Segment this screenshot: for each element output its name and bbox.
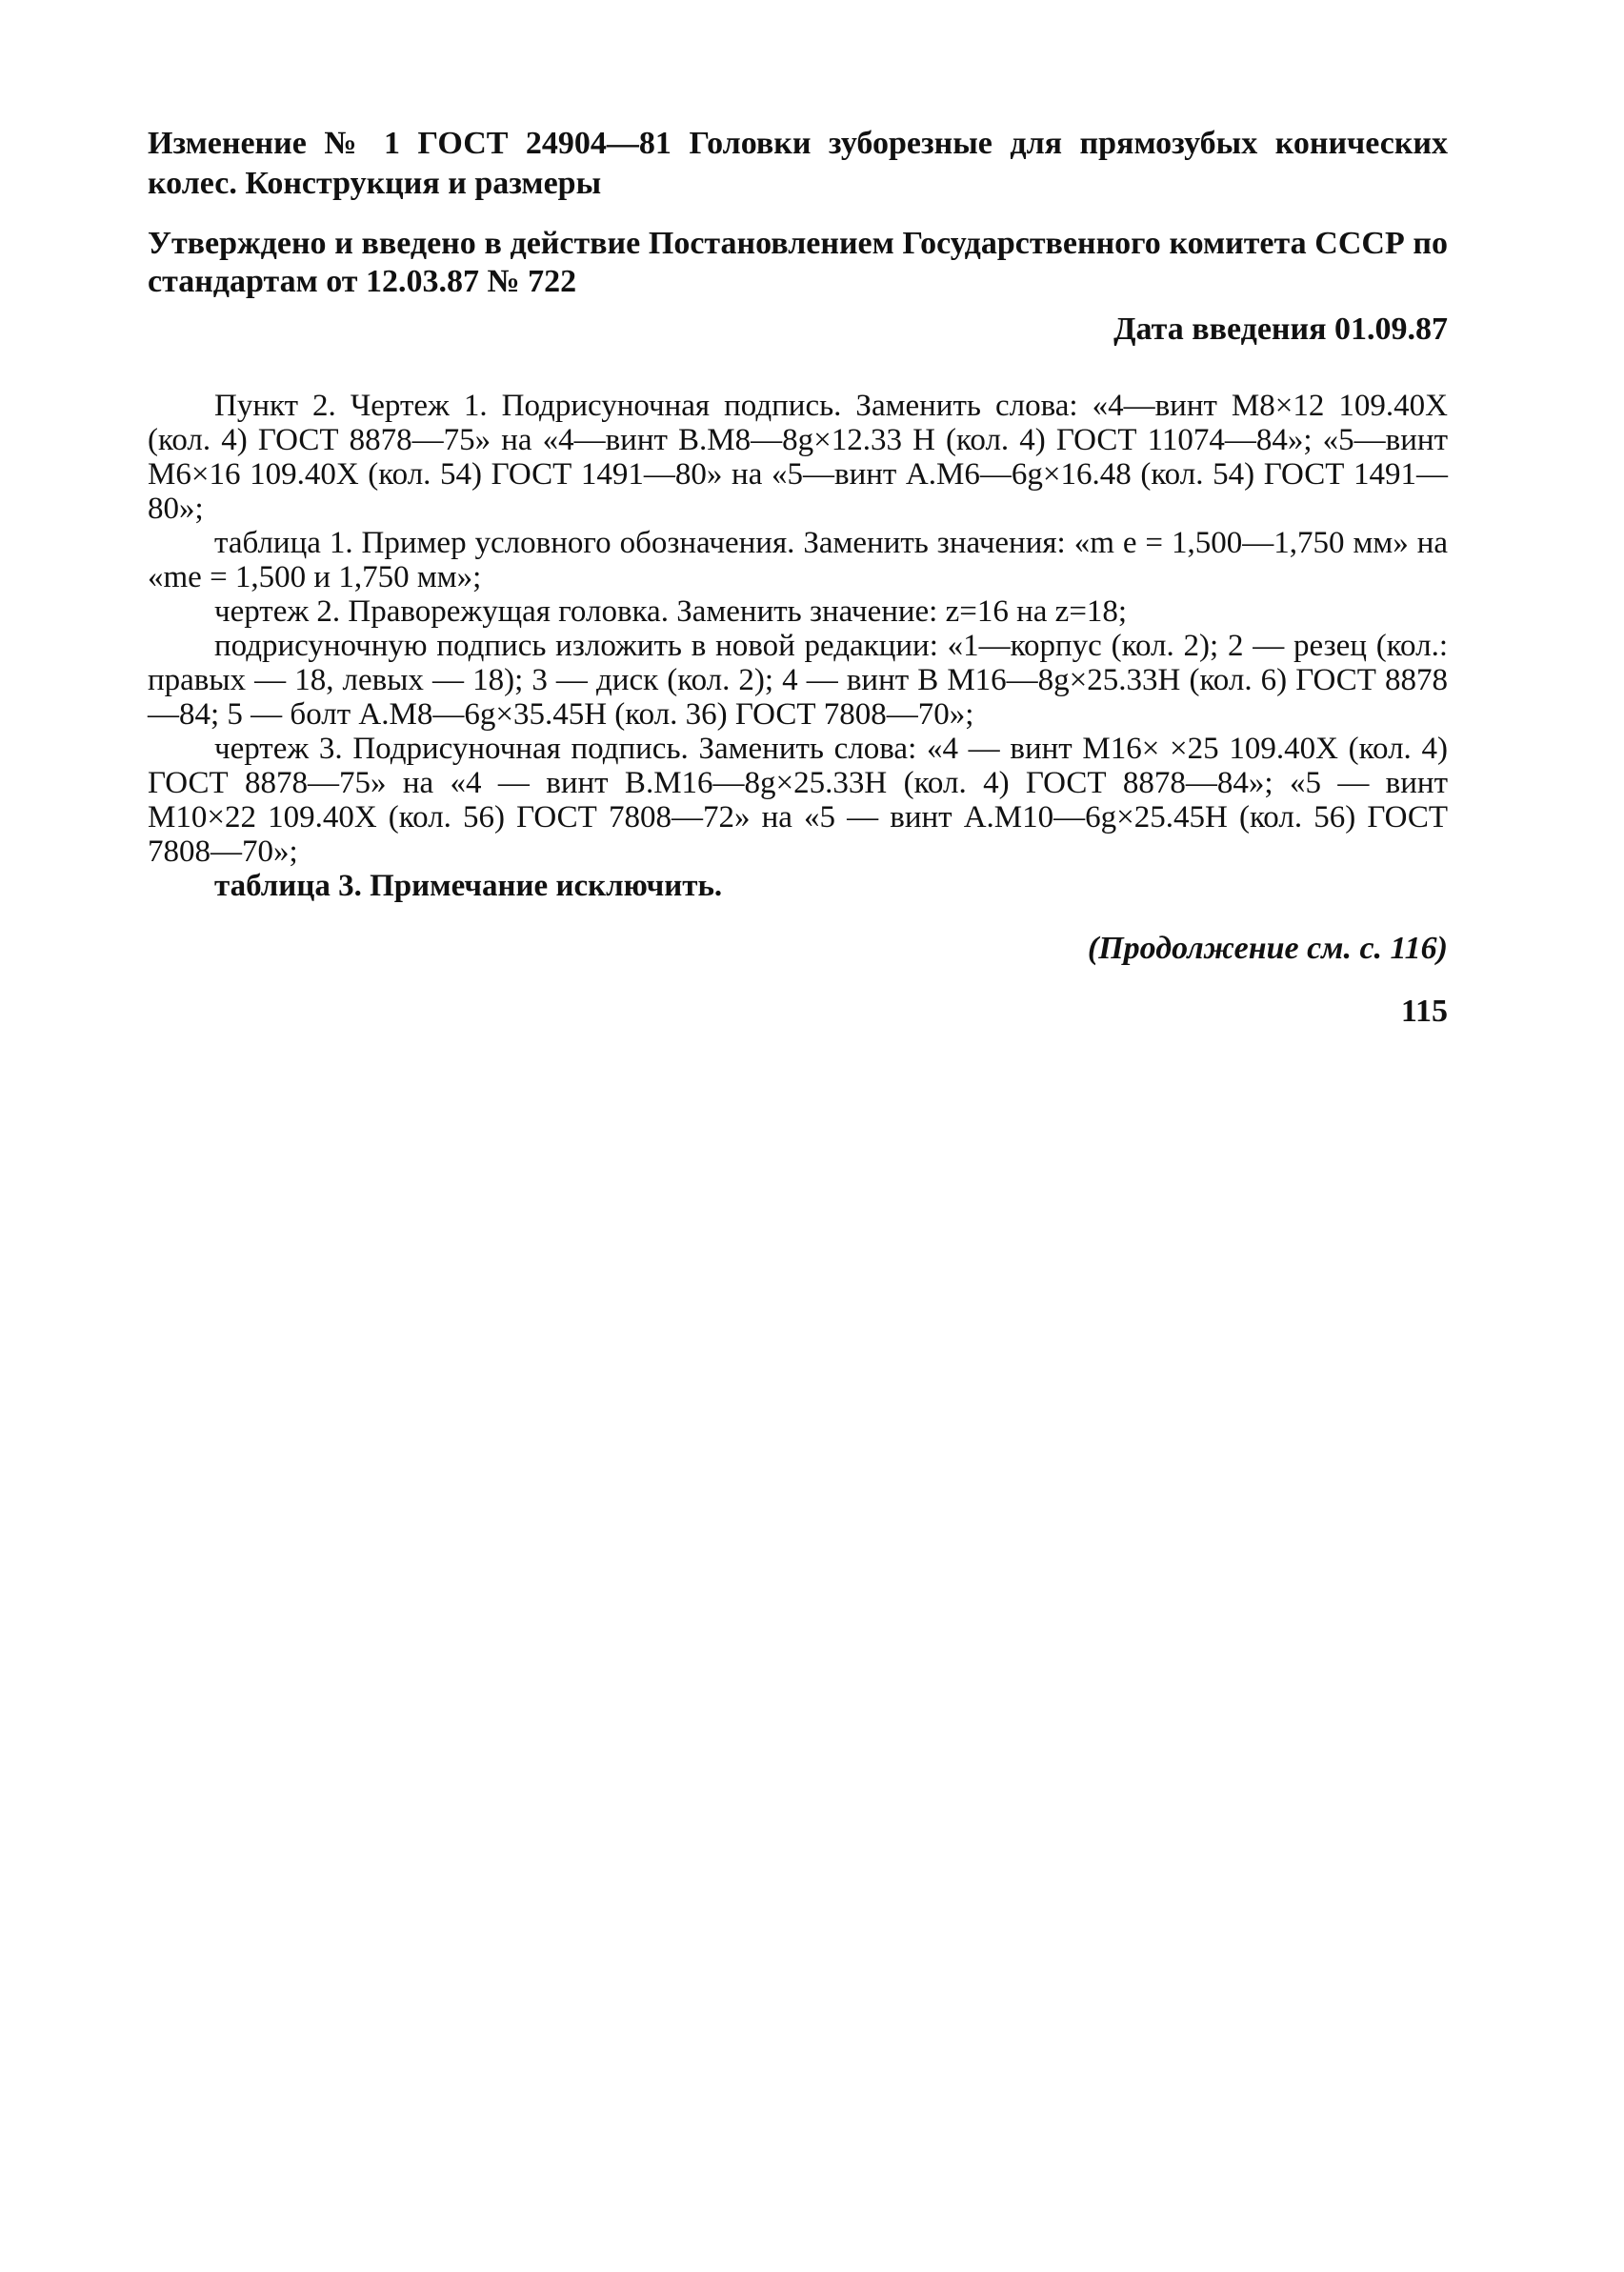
paragraph-caption-new: подрисуночную подпись изложить в новой редакции: «1—корпус (кол. 2); 2 — резец (кол.: правых — 18, левых — 18); 3 — диск (кол. 2); 4 — винт В М16—8g×25.33Н (кол. 6) ГОСТ 8878—84; 5 — болт А.М8—6g×35.45Н (кол. 36) ГОСТ 7808—70»; <box>148 629 1448 732</box>
page-number: 115 <box>1400 994 1448 1029</box>
paragraph-table-3: таблица 3. Примечание исключить. <box>214 869 723 903</box>
paragraph-drawing-1: Пункт 2. Чертеж 1. Подрисуночная подпись. Заменить слова: «4—винт М8×12 109.40Х (кол. 4) ГОСТ 8878—75» на «4—винт В.М8—8g×12.33 Н (кол. 4) ГОСТ 11074—84»; «5—винт М6×16 109.40Х (кол. 54) ГОСТ 1491—80» на «5—винт А.М6—6g×16.48 (кол. 54) ГОСТ 1491—80»; <box>148 389 1448 526</box>
paragraph-drawing-2: чертеж 2. Праворежущая головка. Заменить значение: z=16 на z=18; <box>214 594 1128 629</box>
amendment-title: Изменение № 1 ГОСТ 24904—81 Головки зуборезные для прямозубых конических колес. Конструкция и размеры <box>148 126 1448 201</box>
amendment-body <box>148 389 1448 903</box>
continuation-note: (Продолжение см. с. 116) <box>1087 931 1448 966</box>
paragraph-drawing-3: чертеж 3. Подрисуночная подпись. Заменить слова: «4 — винт М16× ×25 109.40Х (кол. 4) ГОСТ 8878—75» на «4 — винт В.М16—8g×25.33Н (кол. 4) ГОСТ 8878—84»; «5 — винт М10×22 109.40Х (кол. 56) ГОСТ 7808—72» на «5 — винт А.М10—6g×25.45Н (кол. 56) ГОСТ 7808—70»; <box>148 732 1448 869</box>
document-page <box>148 124 1448 1031</box>
paragraph-table-1: таблица 1. Пример условного обозначения. Заменить значения: «m e = 1,500—1,750 мм» на «me = 1,500 и 1,750 мм»; <box>148 526 1448 594</box>
approval-statement: Утверждено и введено в действие Постановлением Государственного комитета СССР по стандартам от 12.03.87 № 722 <box>148 226 1448 299</box>
effective-date: Дата введения 01.09.87 <box>1113 312 1448 347</box>
